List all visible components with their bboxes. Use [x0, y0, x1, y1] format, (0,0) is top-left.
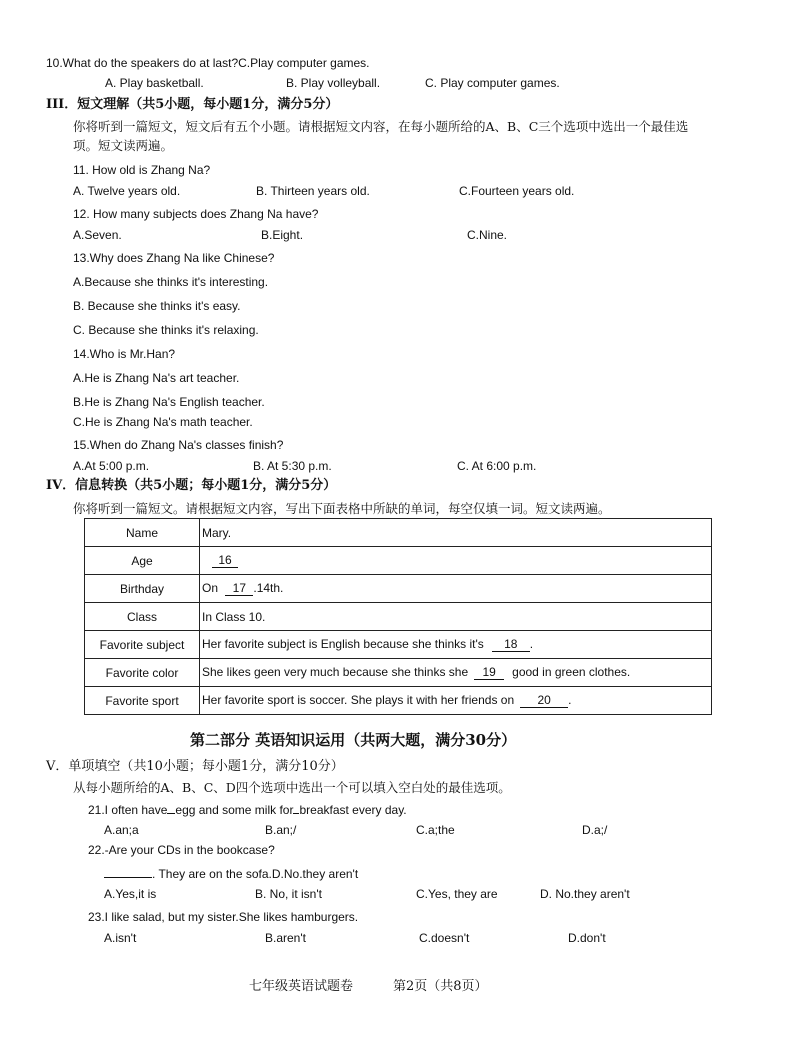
subject-suffix: . — [529, 637, 534, 651]
q15-option-a: A.At 5:00 p.m. — [73, 459, 150, 473]
q14-option-a: A.He is Zhang Na's art teacher. — [73, 371, 240, 385]
color-suffix: good in green clothes. — [512, 665, 631, 679]
part3-instruction-line1: 你将听到一篇短文，短文后有五个小题。请根据短文内容，在每小题所给的A、B、C三个选项中选出一个最佳选 — [73, 119, 689, 134]
q11-option-c: C.Fourteen years old. — [459, 184, 575, 198]
q10-option-a: A. Play basketball. — [105, 76, 204, 90]
q11-option-a: A. Twelve years old. — [73, 184, 181, 198]
row-label-birthday: Birthday — [85, 575, 200, 603]
row-value-color — [200, 659, 712, 687]
q13-option-b: B. Because she thinks it's easy. — [73, 299, 241, 313]
q14-option-c: C.He is Zhang Na's math teacher. — [73, 415, 253, 429]
q22-option-d: D. No.they aren't — [540, 887, 630, 901]
table-row — [85, 547, 712, 575]
q10-question: 10.What do the speakers do at last?C.Play computer games. — [46, 56, 370, 70]
table-row — [85, 603, 712, 631]
table-row — [85, 575, 712, 603]
q21-option-d: D.a;/ — [582, 823, 608, 837]
q21-question: 21.I often have egg and some milk for breakfast every day. — [88, 803, 407, 817]
birthday-suffix: .14th. — [253, 581, 284, 595]
part3-instruction-line2: 项。短文读两遍。 — [73, 138, 174, 153]
table-row — [85, 659, 712, 687]
sport-suffix: . — [568, 693, 572, 707]
blank-17: 17 — [225, 581, 253, 596]
part3-title: III．短文理解（共5小题，每小题1分，满分5分） — [46, 97, 339, 112]
q11-question: 11. How old is Zhang Na? — [73, 163, 211, 177]
q12-question: 12. How many subjects does Zhang Na have? — [73, 207, 319, 221]
q22-question: 22.-Are your CDs in the bookcase? — [88, 843, 275, 857]
blank-18: 18 — [492, 637, 530, 652]
row-label-class: Class — [85, 603, 200, 631]
q10-option-c: C. Play computer games. — [425, 76, 560, 90]
blank-19: 19 — [474, 665, 504, 680]
table-row — [85, 631, 712, 659]
q21-option-b: B.an;/ — [265, 823, 297, 837]
table-row — [85, 687, 712, 715]
q15-option-c: C. At 6:00 p.m. — [457, 459, 537, 473]
part5-title: V．单项填空（共10小题；每小题1分，满分10分） — [46, 759, 344, 774]
row-label-color: Favorite color — [85, 659, 200, 687]
part5-instruction: 从每小题所给的A、B、C、D四个选项中选出一个可以填入空白处的最佳选项。 — [73, 780, 511, 795]
q22-reply: . They are on the sofa.D.No.they aren't — [104, 866, 358, 882]
q14-question: 14.Who is Mr.Han? — [73, 347, 176, 361]
row-label-name: Name — [85, 519, 200, 547]
row-value-age — [200, 547, 712, 575]
q10-option-b: B. Play volleyball. — [286, 76, 381, 90]
q22-option-c: C.Yes, they are — [416, 887, 498, 901]
row-label-sport: Favorite sport — [85, 687, 200, 715]
q13-question: 13.Why does Zhang Na like Chinese? — [73, 251, 275, 265]
row-value-sport — [200, 687, 712, 715]
info-table — [84, 518, 712, 715]
section2-title: 第二部分 英语知识运用（共两大题，满分30分） — [190, 731, 517, 749]
sport-prefix: Her favorite sport is soccer. She plays it with her friends on — [202, 693, 515, 707]
row-value-name: Mary. — [200, 519, 712, 547]
row-value-subject — [200, 631, 712, 659]
q11-option-b: B. Thirteen years old. — [256, 184, 370, 198]
q15-option-b: B. At 5:30 p.m. — [253, 459, 332, 473]
q14-option-b: B.He is Zhang Na's English teacher. — [73, 395, 265, 409]
birthday-prefix: On — [202, 581, 219, 595]
q13-option-c: C. Because she thinks it's relaxing. — [73, 323, 259, 337]
row-value-birthday — [200, 575, 712, 603]
color-prefix: She likes geen very much because she thinks she — [202, 665, 469, 679]
q22-option-b: B. No, it isn't — [255, 887, 322, 901]
row-value-class: In Class 10. — [200, 603, 712, 631]
q12-option-c: C.Nine. — [467, 228, 508, 242]
q23-option-d: D.don't — [568, 931, 606, 945]
row-label-subject: Favorite subject — [85, 631, 200, 659]
q13-option-a: A.Because she thinks it's interesting. — [73, 275, 269, 289]
part4-title: IV．信息转换（共5小题；每小题1分，满分5分） — [46, 478, 337, 493]
q22-option-a: A.Yes,it is — [104, 887, 157, 901]
q12-option-b: B.Eight. — [261, 228, 304, 242]
row-label-age: Age — [85, 547, 200, 575]
q21-option-a: A.an;a — [104, 823, 139, 837]
q15-question: 15.When do Zhang Na's classes finish? — [73, 438, 284, 452]
blank-16: 16 — [212, 553, 238, 568]
q23-option-a: A.isn't — [104, 931, 137, 945]
subject-prefix: Her favorite subject is English because she thinks it's — [202, 637, 484, 651]
footer-page-number: 第2页（共8页） — [393, 979, 488, 994]
q23-question: 23.I like salad, but my sister.She likes hamburgers. — [88, 910, 359, 924]
q23-option-b: B.aren't — [265, 931, 306, 945]
blank-20: 20 — [520, 693, 568, 708]
footer-title: 七年级英语试题卷 — [249, 979, 354, 994]
q23-option-c: C.doesn't — [419, 931, 470, 945]
table-row — [85, 519, 712, 547]
q12-option-a: A.Seven. — [73, 228, 122, 242]
part4-instruction: 你将听到一篇短文。请根据短文内容，写出下面表格中所缺的单词，每空仅填一词。短文读两遍。 — [73, 501, 611, 516]
q21-option-c: C.a;the — [416, 823, 455, 837]
